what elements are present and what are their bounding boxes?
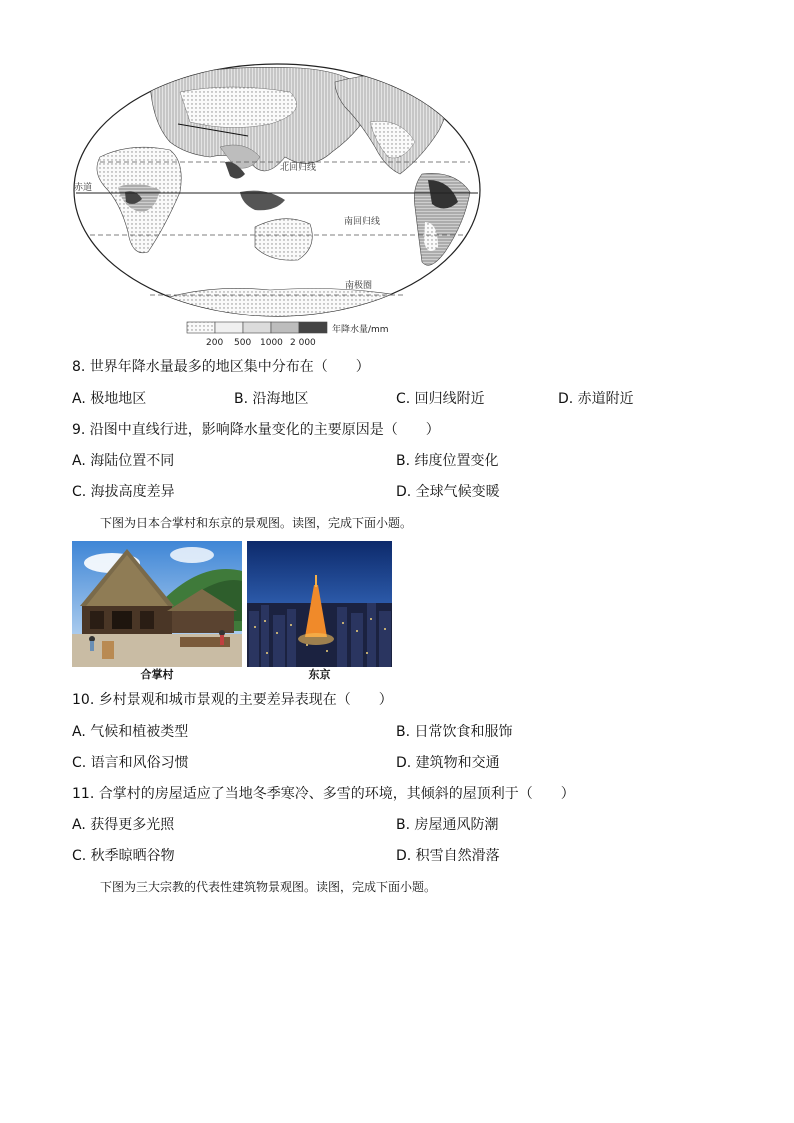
question-8-option-d[interactable]: D. 赤道附近 <box>558 391 634 407</box>
question-10-option-c[interactable]: C. 语言和风俗习惯 <box>72 755 189 771</box>
world-precipitation-map <box>70 62 490 344</box>
question-9-option-a[interactable]: A. 海陆位置不同 <box>72 453 175 469</box>
question-11-option-d[interactable]: D. 积雪自然滑落 <box>396 848 500 864</box>
question-11-stem: 11. 合掌村的房屋适应了当地冬季寒冷、多雪的环境，其倾斜的屋顶利于（ ） <box>72 786 575 802</box>
legend-tick: 1000 <box>260 338 283 348</box>
question-9-option-c[interactable]: C. 海拔高度差异 <box>72 484 175 500</box>
legend-tick: 200 <box>206 338 224 348</box>
question-10-option-a[interactable]: A. 气候和植被类型 <box>72 724 189 740</box>
village-photo <box>72 541 242 667</box>
question-8-stem: 8. 世界年降水量最多的地区集中分布在（ ） <box>72 359 370 375</box>
question-8-option-b[interactable]: B. 沿海地区 <box>234 391 309 407</box>
question-11-option-c[interactable]: C. 秋季晾晒谷物 <box>72 848 175 864</box>
tokyo-photo <box>247 541 392 667</box>
intro-text-village-tokyo: 下图为日本合掌村和东京的景观图。读图，完成下面小题。 <box>100 516 413 530</box>
question-10-stem: 10. 乡村景观和城市景观的主要差异表现在（ ） <box>72 692 393 708</box>
antarctic-circle-label: 南极圈 <box>345 281 373 291</box>
question-10-option-b[interactable]: B. 日常饮食和服饰 <box>396 724 513 740</box>
tropic-capricorn-label: 南回归线 <box>344 217 381 227</box>
question-8-option-c[interactable]: C. 回归线附近 <box>396 391 485 407</box>
question-9-option-d[interactable]: D. 全球气候变暖 <box>396 484 500 500</box>
legend-title: 年降水量/mm <box>332 325 389 335</box>
question-9-option-b[interactable]: B. 纬度位置变化 <box>396 453 499 469</box>
question-10-option-d[interactable]: D. 建筑物和交通 <box>396 755 500 771</box>
village-caption: 合掌村 <box>140 668 174 681</box>
tokyo-caption: 东京 <box>308 668 331 681</box>
question-8-option-a[interactable]: A. 极地地区 <box>72 391 147 407</box>
tropic-cancer-label: 北回归线 <box>280 163 317 173</box>
question-9-stem: 9. 沿图中直线行进，影响降水量变化的主要原因是（ ） <box>72 422 440 438</box>
precipitation-legend <box>186 320 406 348</box>
equator-label: 赤道 <box>74 183 93 193</box>
legend-tick: 2 000 <box>290 338 316 348</box>
question-11-option-b[interactable]: B. 房屋通风防潮 <box>396 817 499 833</box>
legend-tick: 500 <box>234 338 252 348</box>
question-11-option-a[interactable]: A. 获得更多光照 <box>72 817 175 833</box>
intro-text-religions: 下图为三大宗教的代表性建筑物景观图。读图，完成下面小题。 <box>100 880 437 894</box>
